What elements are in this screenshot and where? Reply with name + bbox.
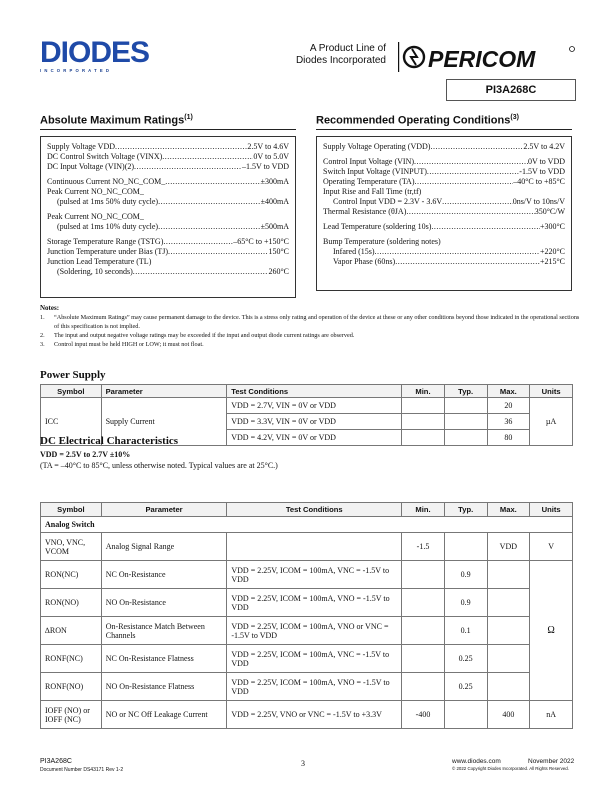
condition-cell bbox=[227, 533, 402, 561]
list-item: Storage Temperature Range (TSTG) ..... –65°C to +150°C bbox=[47, 237, 289, 247]
typ-cell bbox=[444, 533, 487, 561]
list-item: Control Input VDD = 2.3V - 3.6V ..... 0ns/V to 10ns/V bbox=[323, 197, 565, 207]
parameter-cell: Supply Current bbox=[101, 398, 227, 446]
pericom-logo-icon bbox=[398, 40, 578, 74]
list-item: DC Input Voltage (VIN)(2) ..... –1.5V to VDD bbox=[47, 162, 289, 172]
parameter-cell: NC On-Resistance bbox=[101, 561, 227, 589]
diodes-incorporated-text: INCORPORATED bbox=[40, 68, 113, 73]
min-cell: -1.5 bbox=[402, 533, 445, 561]
parameter-cell: NO On-Resistance Flatness bbox=[101, 673, 227, 701]
list-item: Continuous Current NO_NC_COM_ ..... ±300mA bbox=[47, 177, 289, 187]
parameter-cell: NO or NC Off Leakage Current bbox=[101, 701, 227, 729]
table-row bbox=[41, 398, 573, 414]
typ-cell: 0.25 bbox=[444, 673, 487, 701]
column-header: Min. bbox=[402, 503, 445, 517]
condition-cell: VDD = 2.25V, ICOM = 100mA, VNC = -1.5V to VDD bbox=[227, 561, 402, 589]
footer-doc-number: Document Number DS43171 Rev 1-2 bbox=[40, 767, 124, 773]
symbol-cell: VNO, VNC, VCOM bbox=[41, 533, 102, 561]
list-item: Switch Input Voltage (VINPUT) ..... -1.5V to VDD bbox=[323, 167, 565, 177]
parameter-cell: On-Resistance Match Between Channels bbox=[101, 617, 227, 645]
column-header: Units bbox=[530, 503, 573, 517]
power-supply-title: Power Supply bbox=[40, 369, 106, 381]
rec-op-section bbox=[316, 114, 572, 130]
notes-heading: Notes: bbox=[40, 304, 60, 312]
column-header: Test Conditions bbox=[227, 503, 402, 517]
footer-web: www.diodes.com bbox=[452, 758, 501, 765]
table-row bbox=[41, 561, 573, 589]
table-row bbox=[41, 645, 573, 673]
product-line-2: Diodes Incorporated bbox=[295, 55, 386, 66]
group-label: Analog Switch bbox=[41, 517, 573, 533]
abs-max-section bbox=[40, 114, 296, 130]
rec-op-title: Recommended Operating Conditions$^{(3)}$ bbox=[316, 114, 519, 127]
units-cell: Ω bbox=[530, 561, 573, 701]
diodes-logo bbox=[40, 38, 162, 71]
parameter-cell: NO On-Resistance bbox=[101, 589, 227, 617]
dc-title: DC Electrical Characteristics bbox=[40, 435, 179, 447]
abs-max-rule bbox=[40, 129, 296, 131]
abs-max-box bbox=[40, 136, 296, 298]
list-item: Bump Temperature (soldering notes) bbox=[323, 237, 441, 246]
table-header-row bbox=[41, 503, 573, 517]
part-number-box: PI3A268C bbox=[446, 79, 576, 101]
group-row bbox=[41, 517, 573, 533]
parameter-cell: Analog Signal Range bbox=[101, 533, 227, 561]
diodes-logo-icon bbox=[40, 38, 162, 66]
dc-subtitle: VDD = 2.5V to 2.7V ±10% bbox=[40, 450, 131, 459]
rec-op-box bbox=[316, 136, 572, 291]
column-header: Max. bbox=[487, 503, 530, 517]
pericom-logo bbox=[398, 40, 578, 79]
column-header: Units bbox=[530, 385, 573, 398]
list-item: Infared (15s) ..... +220°C bbox=[323, 247, 565, 257]
condition-cell: VDD = 2.25V, ICOM = 100mA, VNO = -1.5V to VDD bbox=[227, 673, 402, 701]
product-line-1: A Product Line of bbox=[309, 43, 386, 54]
units-cell: V bbox=[530, 533, 573, 561]
condition-cell: VDD = 2.25V, ICOM = 100mA, VNO or VNC = -1.5V to VDD bbox=[227, 617, 402, 645]
symbol-cell: IOFF (NO) or IOFF (NC) bbox=[41, 701, 102, 729]
max-cell: 20 bbox=[487, 398, 530, 414]
list-item: Peak Current NO_NC_COM_ bbox=[47, 187, 144, 196]
symbol-cell: ∆RON bbox=[41, 617, 102, 645]
column-header: Max. bbox=[487, 385, 530, 398]
notes-section bbox=[40, 304, 580, 349]
table-row bbox=[41, 673, 573, 701]
column-header: Parameter bbox=[101, 385, 227, 398]
condition-cell: VDD = 2.25V, ICOM = 100mA, VNC = -1.5V to VDD bbox=[227, 645, 402, 673]
units-cell: nA bbox=[530, 701, 573, 729]
note-item: 3. Control input must be held HIGH or LOW; it must not float. bbox=[40, 341, 204, 348]
footer-date: November 2022 bbox=[528, 758, 575, 765]
condition-cell: VDD = 2.25V, ICOM = 100mA, VNO = -1.5V to VDD bbox=[227, 589, 402, 617]
list-item: Supply Voltage VDD ..... 2.5V to 4.6V bbox=[47, 142, 289, 152]
list-item: Supply Voltage Operating (VDD) ..... 2.5V to 4.2V bbox=[323, 142, 565, 152]
min-cell: -400 bbox=[402, 701, 445, 729]
dc-table bbox=[40, 502, 573, 729]
max-cell: 400 bbox=[487, 701, 530, 729]
typ-cell: 0.9 bbox=[444, 589, 487, 617]
symbol-cell: RONF(NC) bbox=[41, 645, 102, 673]
table-row bbox=[41, 617, 573, 645]
abs-max-title: Absolute Maximum Ratings$^{(1)}$ bbox=[40, 114, 193, 127]
list-item: Junction Temperature under Bias (TJ) ..... 150°C bbox=[47, 247, 289, 257]
table-row bbox=[41, 701, 573, 729]
list-item: Vapor Phase (60ns) ..... +215°C bbox=[323, 257, 565, 267]
column-header: Typ. bbox=[444, 503, 487, 517]
column-header: Parameter bbox=[101, 503, 227, 517]
list-item: Input Rise and Fall Time (tr,tf) bbox=[323, 187, 422, 196]
max-cell: 80 bbox=[487, 430, 530, 446]
condition-cell: VDD = 3.3V, VIN = 0V or VDD bbox=[227, 414, 402, 430]
max-cell: VDD bbox=[487, 533, 530, 561]
parameter-cell: NC On-Resistance Flatness bbox=[101, 645, 227, 673]
list-item: Operating Temperature (TA) ..... –40°C to +85°C bbox=[323, 177, 565, 187]
table-header-row bbox=[41, 385, 573, 398]
dc-condition-note: (TA = –40°C to 85°C, unless otherwise noted. Typical values are at 25°C.) bbox=[40, 461, 278, 470]
column-header: Typ. bbox=[444, 385, 487, 398]
table-row bbox=[41, 589, 573, 617]
page-number: 3 bbox=[301, 759, 305, 768]
list-item: Lead Temperature (soldering 10s) ..... +300°C bbox=[323, 222, 565, 232]
column-header: Symbol bbox=[41, 385, 102, 398]
condition-cell: VDD = 2.25V, VNO or VNC = -1.5V to +3.3V bbox=[227, 701, 402, 729]
list-item: (pulsed at 1ms 50% duty cycle) ..... ±400mA bbox=[47, 197, 289, 207]
typ-cell: 0.25 bbox=[444, 645, 487, 673]
column-header: Min. bbox=[402, 385, 445, 398]
table-row bbox=[41, 533, 573, 561]
list-item: Peak Current NO_NC_COM_ bbox=[47, 212, 144, 221]
column-header: Test Conditions bbox=[227, 385, 402, 398]
list-item: Control Input Voltage (VIN) ..... 0V to VDD bbox=[323, 157, 565, 167]
list-item: (Soldering, 10 seconds) ..... 260°C bbox=[47, 267, 289, 277]
condition-cell: VDD = 2.7V, VIN = 0V or VDD bbox=[227, 398, 402, 414]
condition-cell: VDD = 4.2V, VIN = 0V or VDD bbox=[227, 430, 402, 446]
pericom-logo-text: PERICOM bbox=[428, 46, 536, 72]
column-header: Symbol bbox=[41, 503, 102, 517]
list-item: DC Control Switch Voltage (VINX) ..... 0V to 5.0V bbox=[47, 152, 289, 162]
typ-cell: 0.9 bbox=[444, 561, 487, 589]
symbol-cell: RON(NC) bbox=[41, 561, 102, 589]
footer-part: PI3A268C bbox=[40, 758, 72, 765]
list-item: Thermal Resistance (θJA) ..... 350°C/W bbox=[323, 207, 565, 217]
product-line-text bbox=[274, 43, 386, 67]
rec-op-rule bbox=[316, 129, 572, 131]
typ-cell: 0.1 bbox=[444, 617, 487, 645]
symbol-cell: ICC bbox=[41, 398, 102, 446]
symbol-cell: RONF(NO) bbox=[41, 673, 102, 701]
note-item: 1. “Absolute Maximum Ratings” may cause permanent damage to the device. This is a stress only rating and operation of the device at these or any other conditions beyond those indicated in the operational sections of this specification is not implied. bbox=[40, 314, 580, 330]
symbol-cell: RON(NO) bbox=[41, 589, 102, 617]
max-cell: 36 bbox=[487, 414, 530, 430]
footer-copyright: © 2022 Copyright Diodes Incorporated. All Rights Reserved. bbox=[452, 766, 569, 771]
diodes-logo-text: DIODES bbox=[40, 38, 150, 66]
list-item: Junction Lead Temperature (TL) bbox=[47, 257, 152, 266]
units-cell: µA bbox=[530, 398, 573, 446]
list-item: (pulsed at 1ms 10% duty cycle) ..... ±500mA bbox=[47, 222, 289, 232]
note-item: 2. The input and output negative voltage ratings may be exceeded if the input and output diode current ratings are observed. bbox=[40, 332, 355, 339]
